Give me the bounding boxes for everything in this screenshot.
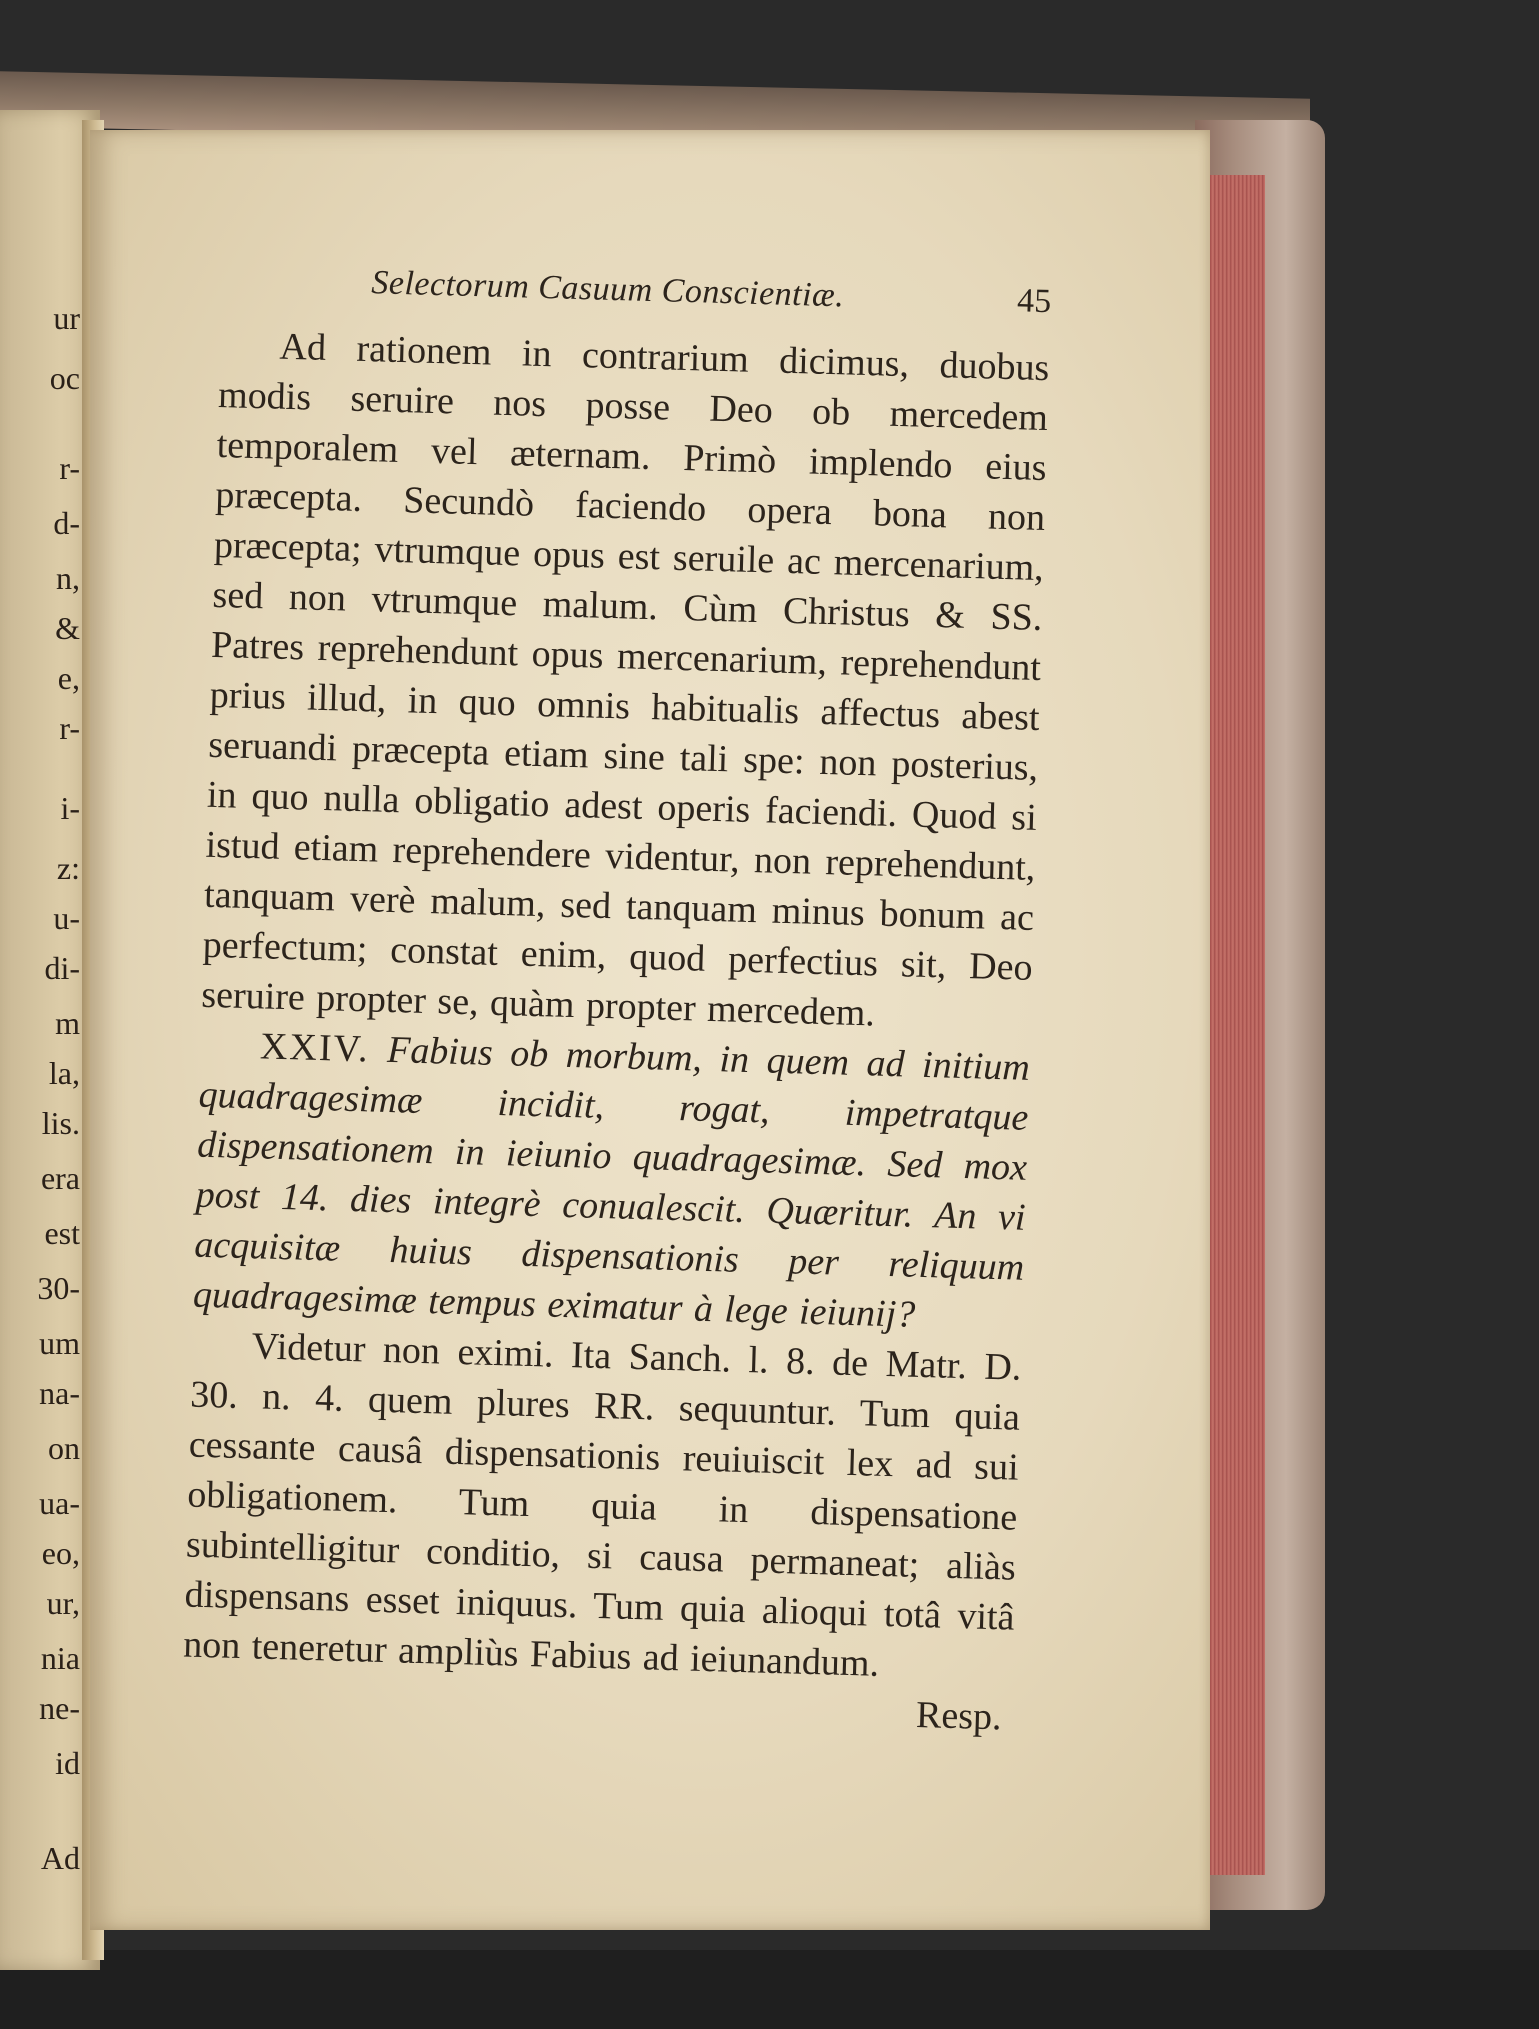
- left-fragment: ua-: [39, 1485, 80, 1521]
- paragraph-response: Ad rationem in contrarium dicimus, duobus modis seruire nos posse Deo ob mercedem temporalem vel æternam. Primò implendo eius præcepta. Secundò faciendo opera bona non præcepta; vtrumque opus est seruile ac mercenarium, sed non vtrumque malum. Cùm Christus & SS. Patres reprehendunt opus mercenarium, reprehendunt prius illud, in quo omnis habitualis affectus abest seruandi præcepta etiam sine tali spe: non posterius, in quo nulla obligatio adest operis faciendi. Quod si istud etiam reprehendere videntur, non reprehendunt, tanquam verè malum, sed tanquam minus bonum ac perfectum; constat enim, quod perfectius sit, Deo seruire propter se, quàm propter mercedem.: [200, 325, 1050, 1035]
- left-fragment: 30-: [37, 1270, 80, 1306]
- left-fragment: &: [55, 610, 80, 646]
- left-fragment: di-: [44, 950, 80, 986]
- left-fragment: ur,: [46, 1585, 80, 1621]
- case-number: XXIV.: [259, 1025, 371, 1071]
- left-fragment: n,: [56, 560, 80, 596]
- left-fragment: era: [40, 1160, 80, 1196]
- page-text-block: [181, 260, 1051, 1743]
- left-fragment: la,: [48, 1055, 80, 1091]
- left-fragment: r-: [59, 710, 80, 746]
- left-fragment: i-: [60, 790, 80, 826]
- background-cloth: [0, 1950, 1539, 2029]
- left-fragment: est: [44, 1215, 80, 1251]
- left-fragment: oc: [49, 360, 80, 396]
- left-fragment: u-: [53, 900, 80, 936]
- left-fragment: ne-: [39, 1690, 80, 1726]
- left-fragment: na-: [39, 1375, 80, 1411]
- left-fragment: Ad: [40, 1840, 80, 1876]
- left-fragment: ur: [53, 300, 80, 336]
- case-question: Fabius ob morbum, in quem ad initium quadragesimæ incidit, rogat, impetratque dispensationem in ieiunio quadragesimæ. Sed mox post 14. dies integrè conualescit. Quæritur. An vi acquisitæ huius dispensationis per reliquum quadragesimæ tempus eximatur à lege ieiunij?: [192, 1028, 1031, 1336]
- paragraph-argument: Videtur non eximi. Ita Sanch. l. 8. de Matr. D. 30. n. 4. quem plures RR. sequuntur. Tum quia cessante causâ dispensationis reuiuiscit lex ad sui obligationem. Tum quia in dispensatione subintelligitur conditio, si causa permaneat; aliàs dispensans esset iniquus. Tum quia alioqui totâ vitâ non teneretur ampliùs Fabius ad ieiunandum.: [182, 1325, 1022, 1685]
- left-fragment: um: [39, 1325, 80, 1361]
- left-fragment: nia: [40, 1640, 80, 1676]
- left-fragment: on: [48, 1430, 80, 1466]
- left-fragment: r-: [59, 450, 80, 486]
- page-number: 45: [1016, 282, 1052, 321]
- left-fragment: id: [55, 1745, 80, 1781]
- left-fragment: z:: [56, 850, 80, 886]
- catchword: Resp.: [915, 1693, 1003, 1739]
- left-fragment: eo,: [41, 1535, 80, 1571]
- left-fragment: d-: [53, 505, 80, 541]
- right-page: [90, 130, 1210, 1930]
- left-fragment: m: [55, 1005, 80, 1041]
- running-head: Selectorum Casuum Conscientiæ.: [370, 264, 845, 315]
- left-fragment: lis.: [41, 1105, 80, 1141]
- left-fragment: e,: [57, 660, 80, 696]
- case-heading: [192, 1020, 1030, 1343]
- body-text: [181, 320, 1050, 1743]
